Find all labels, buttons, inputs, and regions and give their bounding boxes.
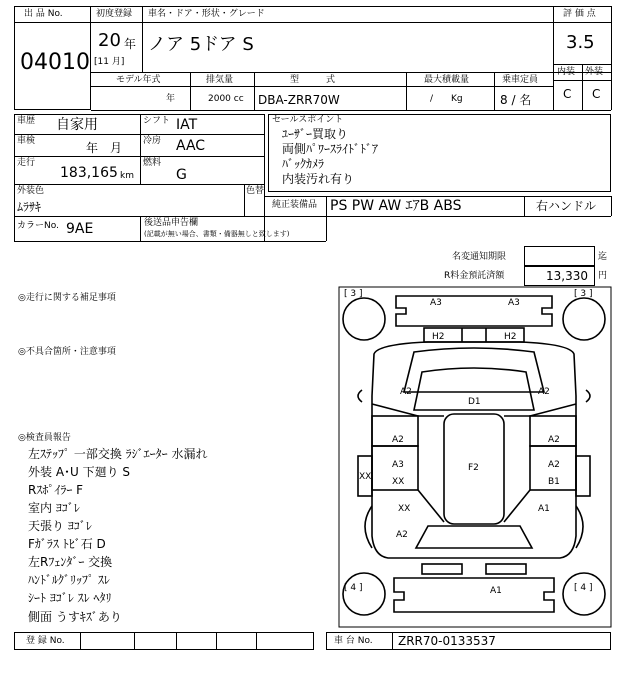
first-reg-month: [11 月]	[94, 57, 125, 67]
ext-color-label: 外装色	[17, 186, 45, 196]
exterior-grade: C	[592, 87, 601, 101]
remark-line: 左ｽﾃｯﾌﾟ 一部交換 ﾗｼﾞｴｰﾀｰ 水漏れ	[28, 447, 208, 461]
color-no-label: カラーNo.	[17, 221, 59, 231]
damage-mark: XX	[359, 472, 372, 482]
remark-line: ﾊﾝﾄﾞﾙｸﾞﾘｯﾌﾟ ｽﾚ	[28, 573, 110, 587]
recycle-amount: 13,330	[546, 269, 588, 283]
damage-mark: A1	[538, 504, 550, 514]
displacement: 2000 cc	[208, 94, 244, 104]
exterior-label: 外装	[585, 67, 604, 77]
damage-mark: A3	[508, 298, 520, 308]
damage-mark: H2	[432, 332, 445, 342]
sales-point-3: ﾊﾞｯｸｶﾒﾗ	[282, 157, 325, 171]
doc-label: 後送品申告欄	[144, 218, 199, 228]
score-label: 評 価 点	[563, 9, 596, 19]
type-label: 型 式	[290, 75, 336, 85]
inspection: 年 月	[86, 141, 123, 155]
fuel: G	[176, 167, 187, 183]
damage-mark: XX	[398, 504, 411, 514]
inspector-label: ◎検査員報告	[18, 433, 71, 443]
remark-line: 室内 ﾖｺﾞﾚ	[28, 501, 80, 515]
remark-line: Fｶﾞﾗｽ ﾄﾋﾞ石 D	[28, 537, 106, 551]
mileage-label: 走行	[17, 158, 36, 168]
fuel-label: 燃料	[143, 158, 162, 168]
score: 3.5	[566, 32, 595, 53]
ac-label: 冷房	[143, 136, 162, 146]
lot-label: 出 品 No.	[24, 9, 63, 19]
damage-mark: A3	[392, 460, 404, 470]
history-label: 車歴	[17, 116, 36, 126]
chassis-number: ZRR70-0133537	[398, 634, 496, 648]
capacity-label: 乗車定員	[502, 75, 539, 85]
car-name: ノア 5ドア S	[148, 34, 254, 55]
lot-number: 04010	[20, 50, 90, 75]
remark-line: Rｽﾎﾟｲﾗｰ F	[28, 483, 84, 497]
remark-line: 側面 うすｷｽﾞあり	[28, 610, 122, 624]
doc-note: (記載が無い場合、書類・備器無しと致します)	[144, 230, 290, 238]
diagram-corner-bl: [ 4 ]	[344, 583, 363, 593]
color-no: 9AE	[66, 221, 94, 237]
mileage: 183,165	[60, 165, 118, 181]
car-name-label: 車名・ドア・形状・グレード	[148, 9, 265, 19]
remark-line: 左Rﾌｪﾝﾀﾞｰ 交換	[28, 555, 113, 569]
recycle-unit: 円	[598, 271, 608, 281]
notice-unit: 迄	[598, 252, 608, 262]
load: / Kg	[430, 94, 463, 104]
sales-point-4: 内装汚れ有り	[282, 172, 355, 186]
chassis-label: 車 台 No.	[334, 636, 373, 646]
damage-mark: A2	[392, 435, 404, 445]
diagram-corner-br: [ 4 ]	[574, 583, 593, 593]
damage-mark: A3	[430, 298, 442, 308]
remark-line: 外装 A･U 下廻り S	[28, 465, 131, 479]
capacity: 8 / 名	[500, 93, 532, 107]
first-reg-label: 初度登録	[96, 9, 133, 19]
sales-point-1: ﾕｰｻﾞｰ買取り	[282, 127, 349, 141]
defect-label: ◎不具合箇所・注意事項	[18, 347, 116, 357]
damage-mark: F2	[468, 463, 479, 473]
load-label: 最大積載量	[424, 75, 470, 85]
shift: IAT	[176, 117, 198, 133]
interior-grade: C	[563, 87, 572, 101]
displacement-label: 排気量	[206, 75, 234, 85]
damage-mark: H2	[504, 332, 517, 342]
mileage-unit: km	[120, 171, 134, 181]
diagram-corner-tr: [ 3 ]	[574, 289, 593, 299]
remark-line: 天張り ﾖｺﾞﾚ	[28, 519, 92, 533]
damage-mark: D1	[468, 397, 481, 407]
damage-mark: A2	[548, 460, 560, 470]
damage-mark: A2	[396, 530, 408, 540]
inspection-label: 車検	[17, 136, 36, 146]
damage-mark: A2	[548, 435, 560, 445]
damage-mark: A1	[490, 586, 502, 596]
damage-mark: XX	[392, 477, 405, 487]
damage-mark: B1	[548, 477, 560, 487]
damage-mark: A2	[400, 387, 412, 397]
registration-label: 登 録 No.	[26, 636, 65, 646]
model-type: DBA-ZRR70W	[258, 93, 340, 107]
notice-box	[524, 246, 595, 266]
history: 自家用	[56, 117, 98, 133]
run-note-label: ◎走行に関する補足事項	[18, 293, 116, 303]
model-year-unit: 年	[166, 94, 176, 104]
repaint-label: 色替	[246, 186, 265, 196]
handle: 右ハンドル	[536, 199, 597, 213]
ext-color: ﾑﾗｻｷ	[17, 200, 42, 214]
first-reg-year: 20	[98, 30, 121, 51]
recycle-label: R料金預託済額	[444, 271, 505, 281]
car-condition-diagram	[338, 286, 612, 628]
ac: AAC	[176, 138, 206, 154]
sales-point-label: セールスポイント	[272, 115, 344, 125]
model-year-label: モデル年式	[116, 75, 161, 85]
sales-point-2: 両側ﾊﾟﾜｰｽﾗｲﾄﾞﾄﾞｱ	[282, 142, 379, 156]
interior-label: 内装	[557, 67, 576, 77]
damage-mark: A2	[538, 387, 550, 397]
equipment: PS PW AW ｴｱB ABS	[330, 198, 462, 214]
equip-label: 純正装備品	[272, 200, 318, 210]
year-unit: 年	[124, 37, 137, 51]
remark-line: ｼｰﾄ ﾖｺﾞﾚ ｽﾚ ﾍﾀﾘ	[28, 591, 112, 605]
diagram-corner-tl: [ 3 ]	[344, 289, 363, 299]
notice-label: 名変通知期限	[452, 252, 507, 262]
shift-label: シフト	[143, 116, 171, 126]
